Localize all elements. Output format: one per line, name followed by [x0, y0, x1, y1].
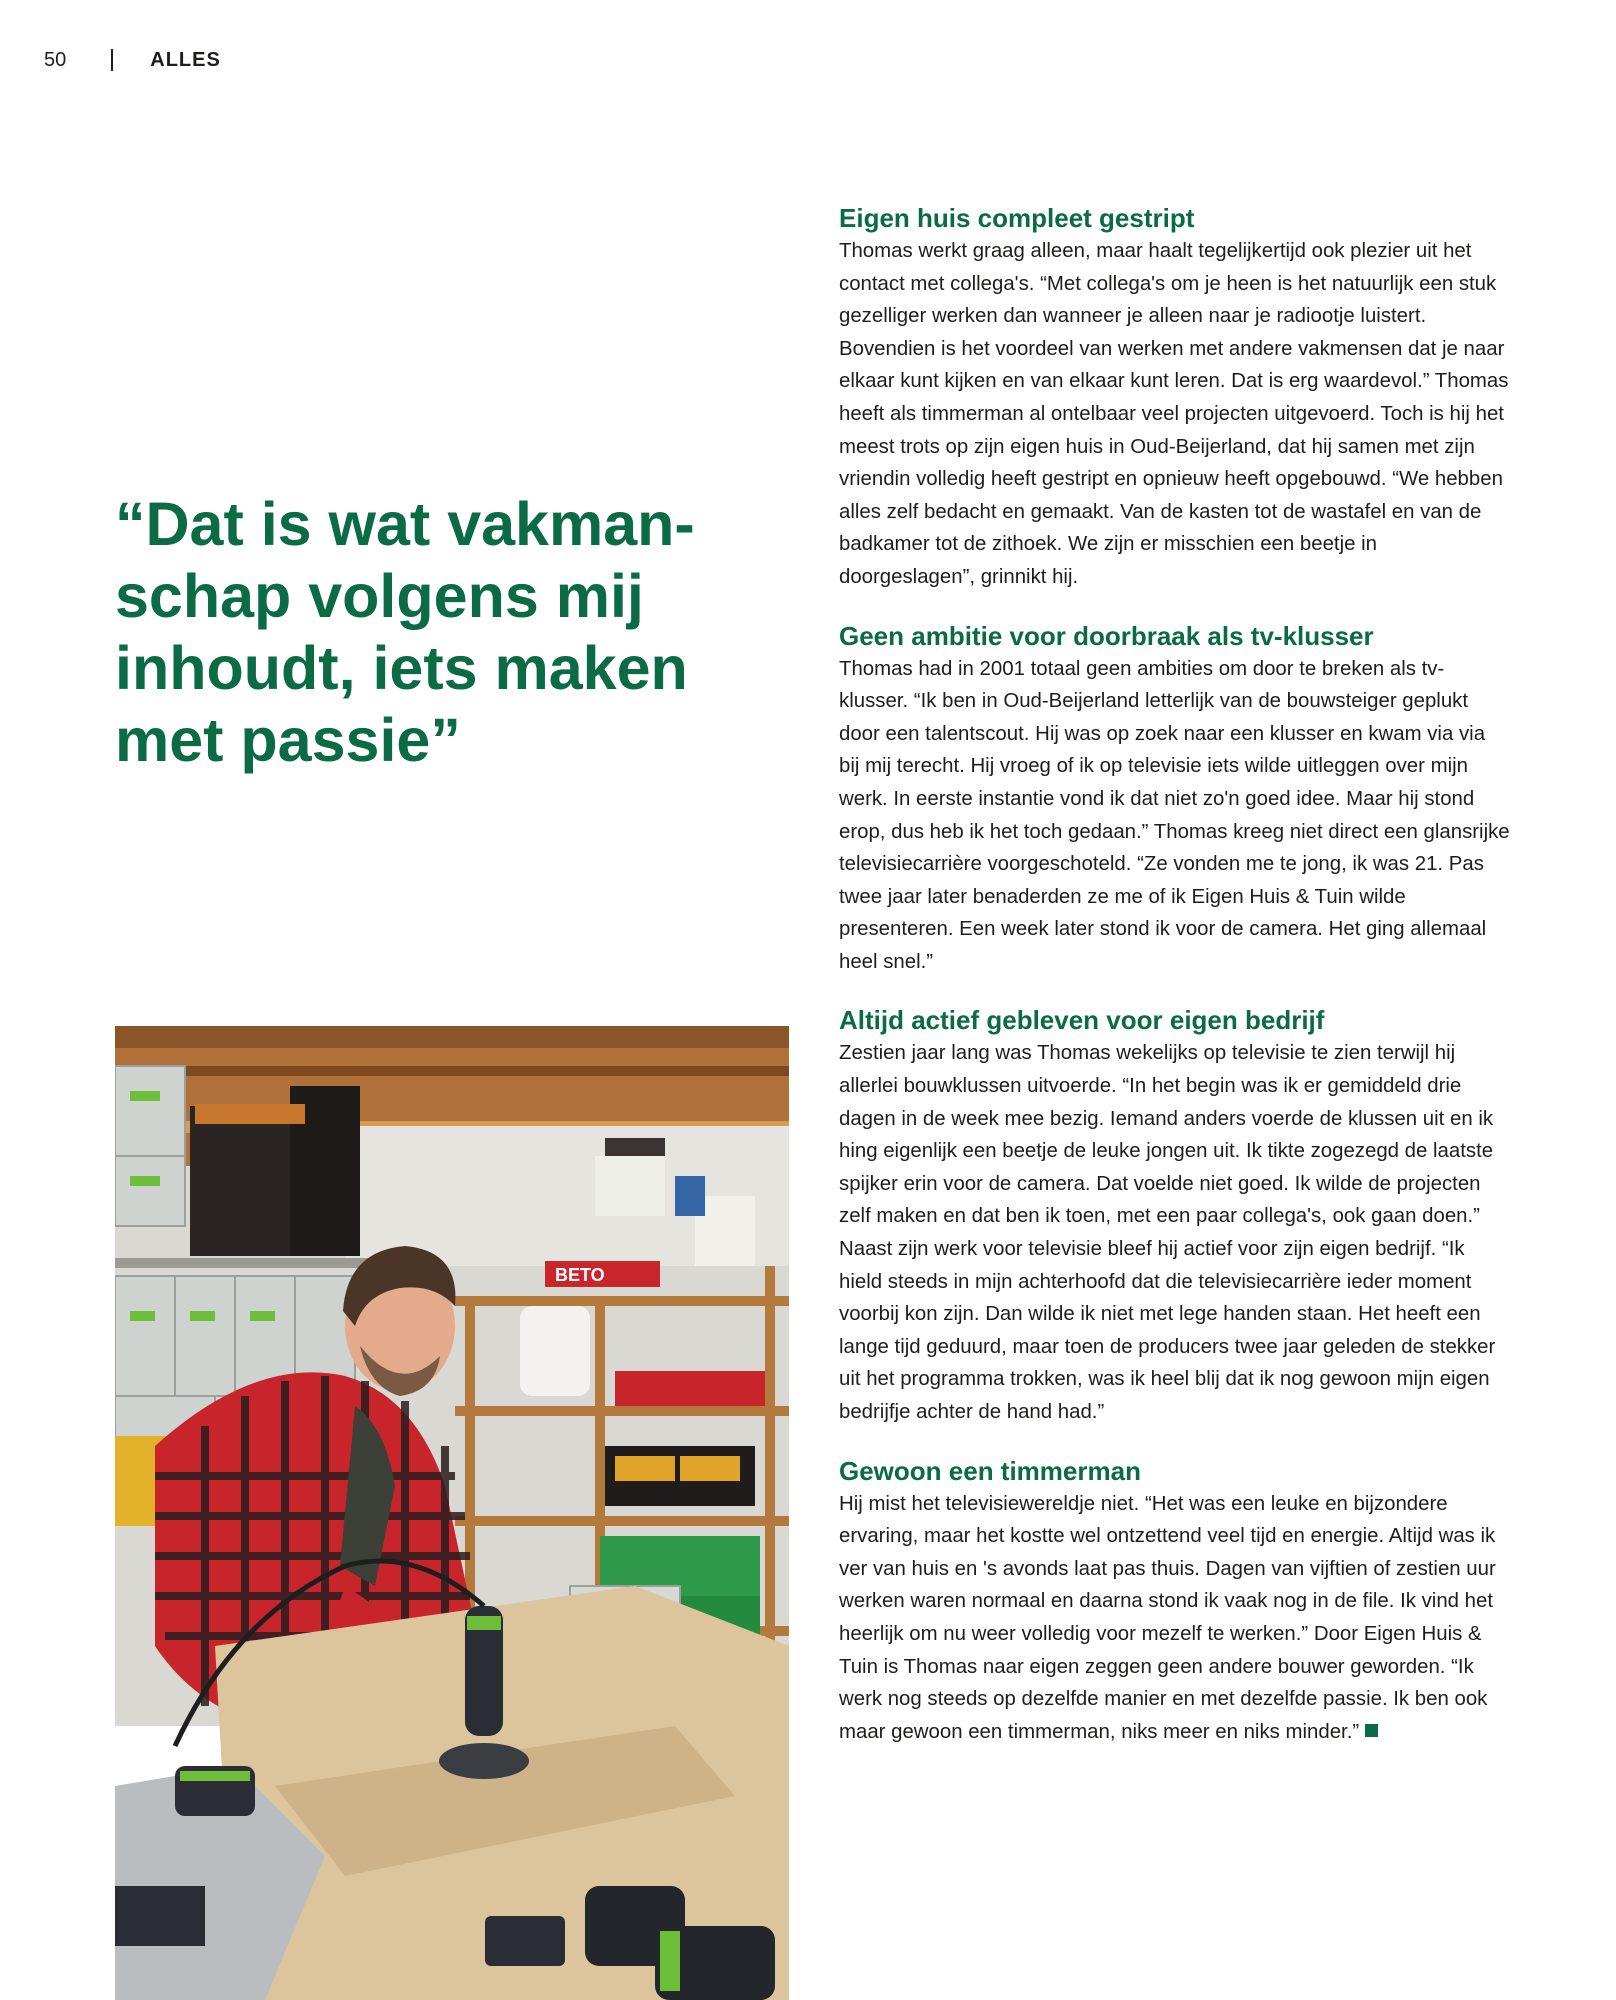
section-heading: Gewoon een timmerman [839, 1455, 1141, 1486]
section-body: Hij mist het televisiewereldje niet. “Het was een leuke en bijzondere ervaring, maar het kostte wel ontzettend veel tijd en energie. Altijd was ik ver van huis en 's avonds laat pas thuis. Dagen van vijftien of zestien uur werken waren normaal en daarna stond ik vaak nog in de file. Ik vind het heerlijk om nu weer volledig voor mezelf te werken.” Door Eigen Huis & Tuin is Thomas naar eigen zeggen geen andere bouwer geworden. “Ik werk nog steeds op dezelfde manier en met dezelfde passie. Ik ben ook maar gewoon een timmerman, niks meer en niks minder.” [839, 1492, 1496, 1743]
section-body: Zestien jaar lang was Thomas wekelijks op televisie te zien terwijl hij allerlei bouwklussen uitvoerde. “In het begin was ik er gemiddeld drie dagen in de week mee bezig. Iemand anders voerde de klussen uit en ik hing eigenlijk een beetje de leuke jongen uit. Ik tikte zogezegd de laatste spijker erin voor de camera. Dat voelde niet goed. Ik wilde de projecten zelf maken en dat ben ik toen, met een paar collega's, ook gaan doen.” Naast zijn werk voor televisie bleef hij actief voor zijn eigen bedrijf. “Ik hield steeds in mijn achterhoofd dat die televisiecarrière ieder moment voorbij kon zijn. Dan wilde ik niet met lege handen staan. Het heeft een lange tijd geduurd, maar toen de producers twee jaar geleden de stekker uit het programma trokken, was ik heel blij dat ik nog gewoon mijn eigen bedrijfje achter de hand had.” [839, 1042, 1496, 1423]
section-body: Thomas had in 2001 totaal geen ambities om door te breken als tv-klusser. “Ik ben in Oud-Beijerland letterlijk van de bouwsteiger geplukt door een talentscout. Hij was op zoek naar een klusser en kwam via via bij mij terecht. Hij vroeg of ik op televisie iets wilde uitleggen over mijn werk. In eerste instantie vond ik dat niet zo'n goed idee. Maar hij stond erop, dus heb ik het toch gedaan.” Thomas kreeg niet direct een glansrijke televisiecarrière voorgeschoteld. “Ze vonden me te jong, ik was 21. Pas twee jaar later benaderden ze me of ik Eigen Huis & Tuin wilde presenteren. Een week later stond ik voor de camera. Het ging allemaal heel snel.” [839, 657, 1510, 973]
article-end-mark [1365, 1724, 1378, 1737]
page-number: 50 [44, 48, 67, 71]
header-divider [111, 49, 113, 71]
section-body-wrapper [839, 1488, 1511, 1749]
page-header [44, 48, 221, 72]
section-heading: Eigen huis compleet gestript [839, 203, 1195, 233]
workshop-photo [115, 1026, 789, 2000]
section-heading: Altijd actief gebleven voor eigen bedrijf [839, 1005, 1325, 1036]
article-section [839, 620, 1511, 979]
article-section [839, 1004, 1511, 1428]
section-label: ALLES [150, 48, 221, 71]
photo-sign-text: BETO [555, 1265, 605, 1285]
pull-quote: “Dat is wat vakman-schap volgens mij inhoudt, iets maken met passie” [115, 490, 695, 774]
section-heading: Geen ambitie voor doorbraak als tv-klusser [839, 620, 1374, 651]
section-body: Thomas werkt graag alleen, maar haalt tegelijkertijd ook plezier uit het contact met collega's. “Met collega's om je heen is het natuurlijk een stuk gezelliger werken dan wanneer je alleen naar je radiootje luistert. Bovendien is het voordeel van werken met andere vakmensen dat je naar elkaar kunt kijken en van elkaar kunt leren. Dat is erg waardevol.” Thomas heeft als timmerman al ontelbaar veel projecten uitgevoerd. Toch is hij het meest trots op zijn eigen huis in Oud-Beijerland, dat hij samen met zijn vriendin volledig heeft gestript en opnieuw heeft opgebouwd. “We hebben alles zelf bedacht en gemaakt. Van de kasten tot de wastafel en van de badkamer tot de zithoek. We zijn er misschien een beetje in doorgeslagen”, grinnikt hij. [839, 240, 1509, 588]
article [839, 202, 1511, 1774]
article-section [839, 1455, 1511, 1749]
article-section [839, 202, 1511, 594]
